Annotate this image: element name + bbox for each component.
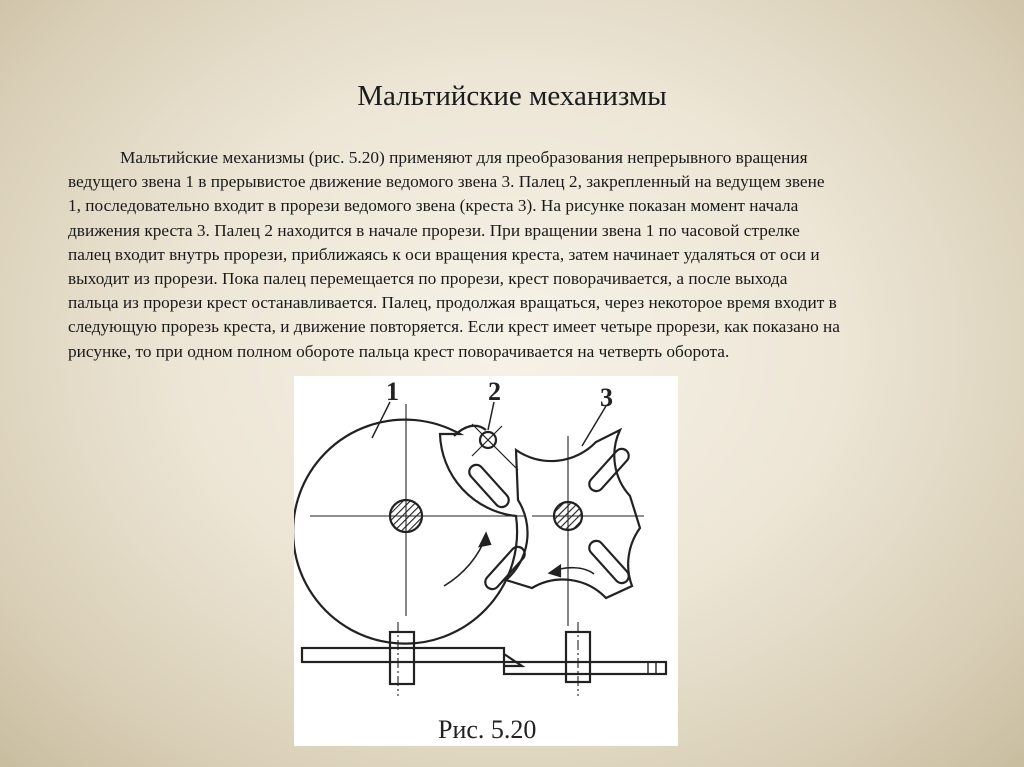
driving-disk-section [302, 648, 504, 662]
cross-slot [586, 538, 631, 586]
slide-title: Мальтийские механизмы [357, 80, 667, 112]
rotation-arrow [444, 536, 486, 586]
cross-slot [586, 446, 631, 494]
arrowhead [480, 534, 490, 546]
pin-section [504, 654, 522, 666]
paragraph-line: пальца из прорези крест останавливается. Палец, продолжая вращаться, через некоторое время входит в [68, 293, 837, 313]
label-2: 2 [488, 377, 501, 406]
paragraph-line: ведущего звена 1 в прерывистое движение ведомого звена 3. Палец 2, закрепленный на ведущем звене [68, 172, 825, 192]
driving-hub-section [390, 632, 414, 684]
geneva-mechanism-figure [294, 376, 678, 746]
paragraph-line: выходит из прорези. Пока палец перемещается по прорези, крест поворачивается, а после выхода [68, 269, 788, 289]
cross-slot [466, 462, 511, 510]
figure-caption: Рис. 5.20 [438, 715, 537, 744]
paragraph-line: палец входит внутрь прорези, приближаясь к оси вращения креста, затем начинает удаляться от оси и [68, 244, 820, 264]
paragraph-line: следующую прорезь креста, и движение повторяется. Если крест имеет четыре прорези, как показано на [68, 317, 840, 337]
paragraph-line: движения креста 3. Палец 2 находится в начале прорези. При вращении звена 1 по часовой стрелке [68, 220, 800, 240]
geneva-drawing [294, 376, 678, 746]
slide-paragraph [68, 146, 968, 364]
paragraph-line: Мальтийские механизмы (рис. 5.20) применяют для преобразования непрерывного вращения [120, 148, 808, 167]
paragraph-line: рисунке, то при одном полном обороте пальца крест поворачивается на четверть оборота. [68, 341, 730, 361]
label-3: 3 [600, 383, 613, 412]
paragraph-line: 1, последовательно входит в прорези ведомого звена (креста 3). На рисунке показан момент начала [68, 196, 799, 216]
leader-line-2 [488, 402, 494, 430]
cross-section [504, 662, 666, 674]
pin-axis-line [472, 426, 502, 456]
pin-axis-line [472, 424, 518, 470]
arrowhead [550, 566, 560, 576]
label-1: 1 [386, 377, 399, 406]
